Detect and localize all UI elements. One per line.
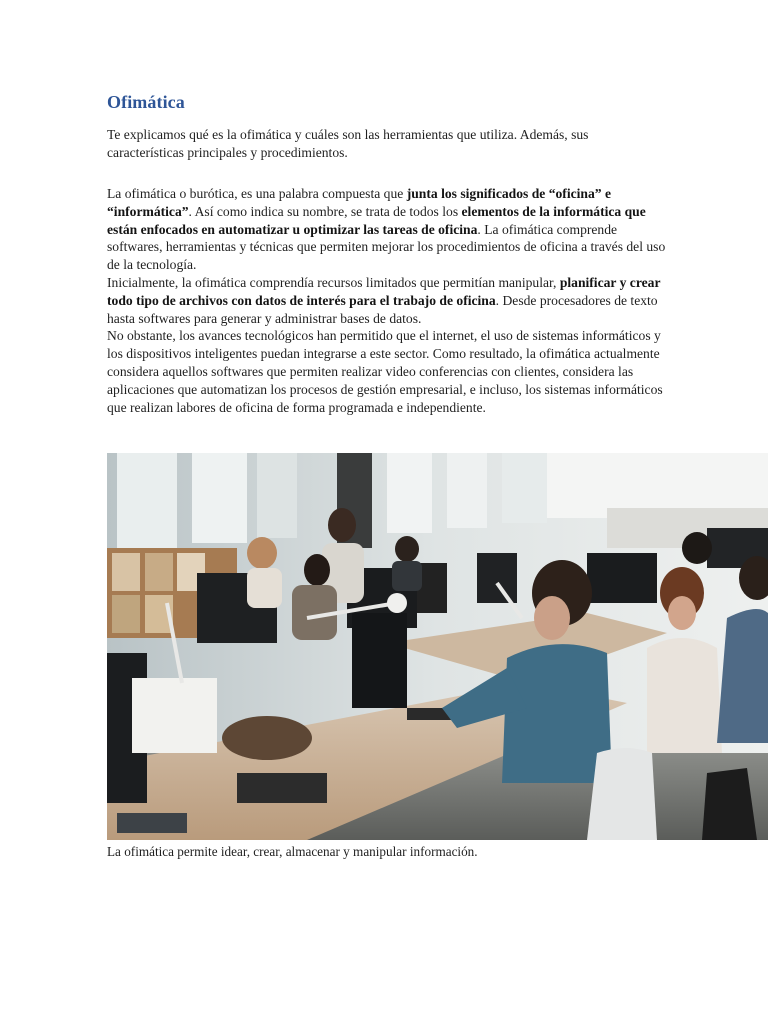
body-text: No obstante, los avances tecnológicos han permitido que el internet, el uso de sistemas informáticos y los dispositivos inteligentes puedan integrarse a este sector. Como resultado, la ofimática actualmente considera aquellos softwares que permiten realizar video conferencias con clientes, considera las aplicaciones que automatizan los procesos de gestión empresarial, e incluso, los sistemas informáticos que realizan labores de oficina de forma programada e independiente.: [107, 328, 663, 415]
body-text: Inicialmente, la ofimática comprendía recursos limitados que permitían manipular,: [107, 274, 560, 290]
body-bold-text: elementos de la informática que están enfocados en automatizar u optimizar las tareas de oficina: [107, 203, 646, 237]
body-text: . Desde procesadores de texto hasta softwares para generar y administrar bases de datos.: [107, 292, 658, 326]
photo-caption: La ofimática permite idear, crear, almacenar y manipular información.: [107, 844, 478, 859]
body-text: . La ofimática comprende softwares, herramientas y técnicas que permiten mejorar los procedimientos de oficina a través del uso de la tecnología.: [107, 221, 666, 273]
body-bold-text: planificar y crear todo tipo de archivos con datos de interés para el trabajo de oficina: [107, 274, 661, 308]
intro-paragraph: Te explicamos qué es la ofimática y cuáles son las herramientas que utiliza. Además, sus características principales y procedimientos.: [107, 127, 589, 160]
page-title: Ofimática: [107, 92, 185, 112]
body-text: . Así como indica su nombre, se trata de todos los: [188, 203, 462, 219]
article-body: [107, 185, 667, 416]
body-text: La ofimática o burótica, es una palabra compuesta que: [107, 186, 407, 201]
office-photo: [107, 453, 768, 840]
body-bold-text: junta los significados de “oficina” e “informática”: [107, 186, 612, 219]
